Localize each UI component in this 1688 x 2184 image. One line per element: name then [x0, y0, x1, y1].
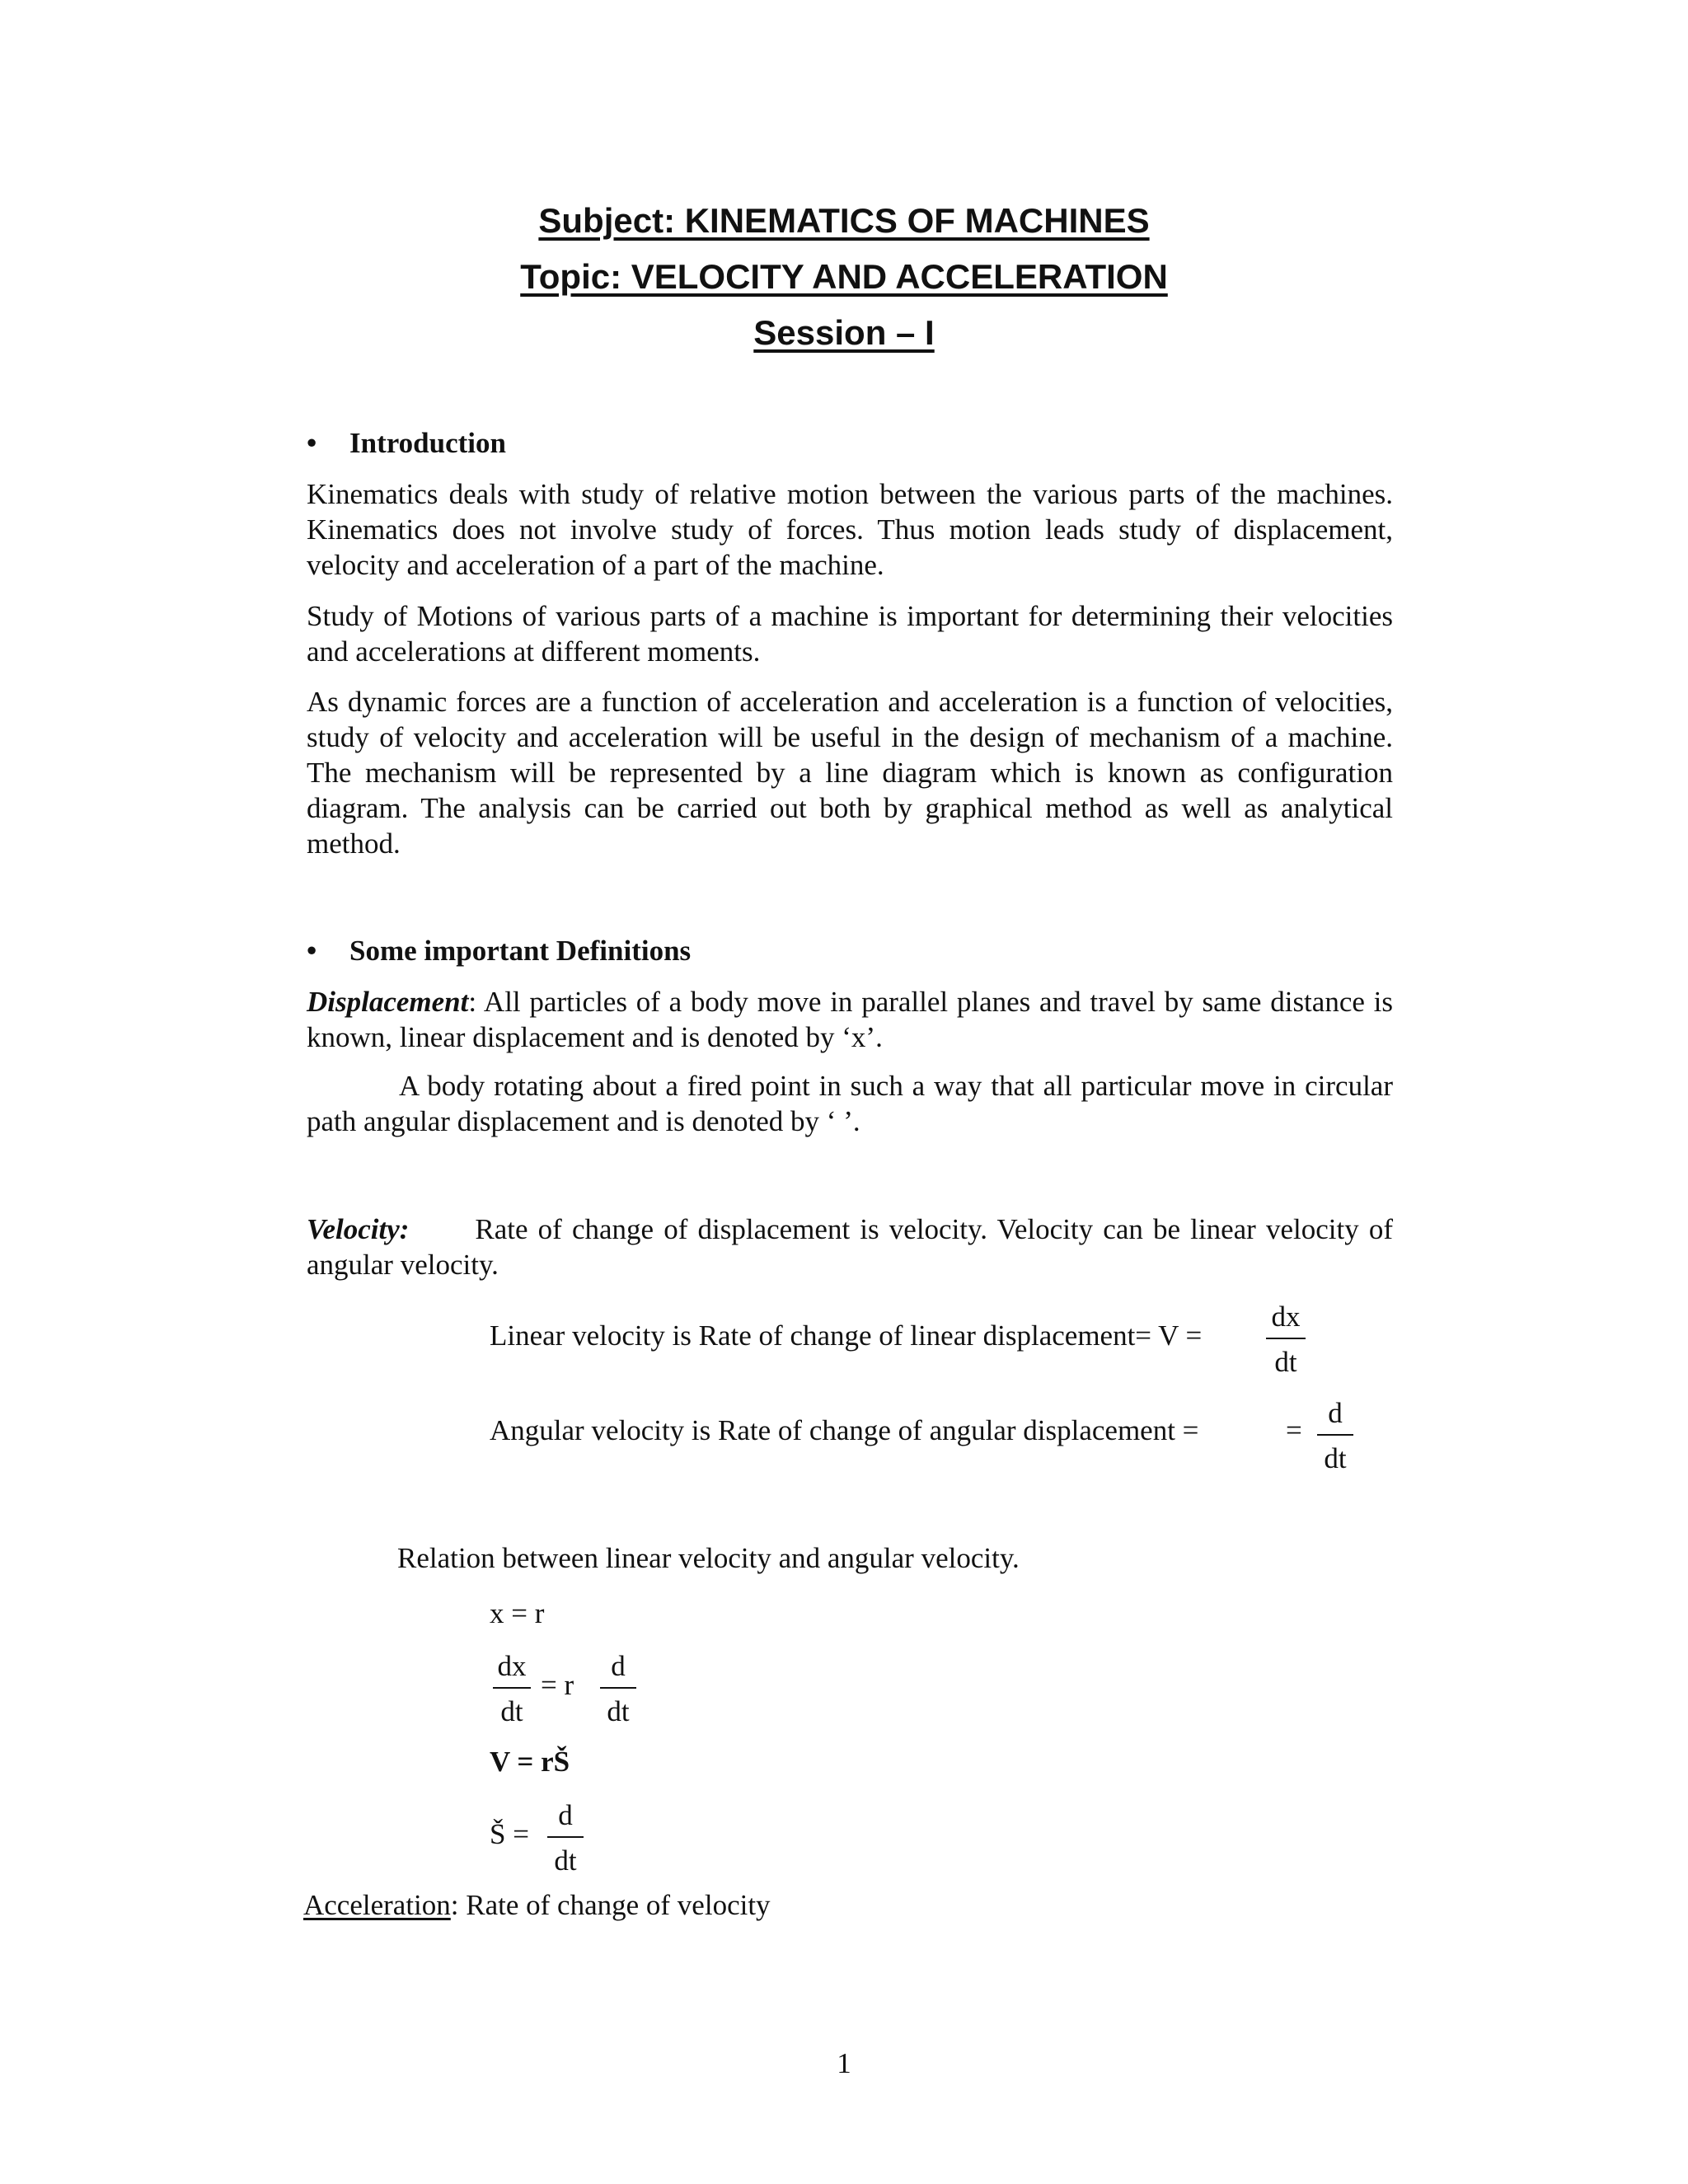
intro-heading-text: Introduction — [349, 427, 506, 459]
relation-eq4-fraction — [547, 1801, 584, 1875]
bullet-icon: • — [307, 427, 317, 459]
acceleration-line — [303, 1889, 771, 1922]
linear-velocity-text: Linear velocity is Rate of change of linear displacement= V = — [490, 1319, 1203, 1352]
angular-velocity-equals: = — [1286, 1414, 1302, 1446]
intro-paragraph-1: Kinematics deals with study of relative motion between the various parts of the machines. Kinematics does not involve study of forces. Thus motion leads study of displacement, velocity and acceleration of a part of the machine. — [307, 478, 1393, 581]
definitions-heading — [307, 935, 691, 968]
relation-eq2-right-fraction — [600, 1652, 636, 1726]
topic-title: Topic: VELOCITY AND ACCELERATION — [520, 257, 1168, 296]
fraction-numerator: dx — [497, 1650, 527, 1682]
fraction-denominator: dt — [1274, 1346, 1297, 1378]
relation-eq4-left: Š = — [490, 1818, 529, 1850]
definitions-heading-text: Some important Definitions — [349, 935, 692, 967]
relation-eq2-middle: = r — [541, 1669, 574, 1701]
session-title: Session – I — [753, 313, 935, 352]
intro-paragraph-3: As dynamic forces are a function of acceleration and acceleration is a function of velocities, study of velocity and acceleration will be useful in the design of mechanism of a machine. The mechanism will be represented by a line diagram which is known as configuration diagram. The analysis can be carried out both by graphical method as well as analytical method. — [307, 686, 1393, 860]
fraction-numerator: dx — [1271, 1301, 1301, 1333]
displacement-paragraph — [307, 984, 1393, 1055]
intro-paragraph-2: Study of Motions of various parts of a machine is important for determining their velocities and accelerations at different moments. — [307, 600, 1393, 668]
velocity-text: Rate of change of displacement is velocity. Velocity can be linear velocity of angular velocity. — [307, 1213, 1393, 1281]
subject-title: Subject: KINEMATICS OF MACHINES — [538, 201, 1150, 240]
fraction-numerator: d — [558, 1799, 573, 1831]
relation-equation-3: V = rŠ — [490, 1746, 570, 1778]
displacement-text: : All particles of a body move in parallel planes and travel by same distance is known, linear displacement and is denoted by ‘x’. — [307, 986, 1393, 1053]
displacement-term: Displacement — [307, 986, 469, 1018]
angular-velocity-text: Angular velocity is Rate of change of angular displacement = — [490, 1414, 1199, 1446]
linear-velocity-fraction — [1266, 1302, 1306, 1376]
relation-eq2-left-fraction — [493, 1652, 531, 1726]
fraction-denominator: dt — [554, 1844, 577, 1877]
bullet-icon: • — [307, 935, 317, 967]
fraction-numerator: d — [611, 1650, 626, 1682]
acceleration-term: Acceleration — [303, 1889, 451, 1921]
relation-heading: Relation between linear velocity and angular velocity. — [397, 1542, 1020, 1574]
page-number: 1 — [837, 2047, 851, 2079]
angular-displacement-paragraph: A body rotating about a fired point in such a way that all particular move in circular path angular displacement and is denoted by ‘ ’. — [307, 1070, 1393, 1137]
velocity-paragraph — [307, 1212, 1393, 1282]
relation-equation-1: x = r — [490, 1597, 545, 1629]
fraction-denominator: dt — [1324, 1442, 1347, 1474]
fraction-numerator: d — [1328, 1397, 1343, 1429]
intro-heading — [307, 427, 506, 460]
acceleration-text: : Rate of change of velocity — [450, 1889, 771, 1921]
fraction-denominator: dt — [607, 1695, 630, 1727]
angular-velocity-fraction — [1317, 1399, 1353, 1473]
velocity-term: Velocity: — [307, 1213, 410, 1245]
fraction-denominator: dt — [500, 1695, 523, 1727]
